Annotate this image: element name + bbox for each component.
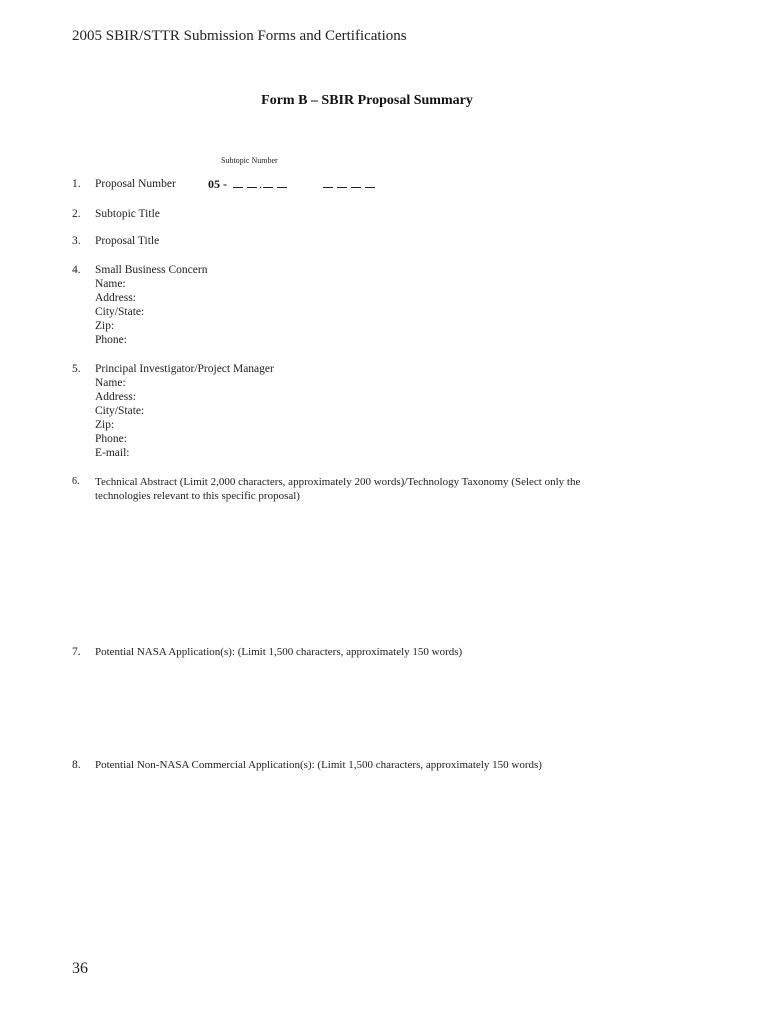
blank-slot [323,177,333,188]
blank-slot [247,177,257,188]
item-label: Proposal Title [95,235,160,247]
item-number: 7. [72,646,81,658]
field-name: Name: [95,278,126,290]
item-principal-investigator [72,362,274,460]
item-number: 6. [72,476,80,487]
running-header: 2005 SBIR/STTR Submission Forms and Certifications [72,28,407,44]
field-phone: Phone: [95,334,127,346]
blank-slot [277,177,287,188]
item-label: Principal Investigator/Project Manager [95,363,274,375]
item-proposal-title [72,234,159,248]
blank-slot [351,177,361,188]
item-technical-abstract [72,475,635,503]
item-number: 4. [72,264,81,276]
blank-slot [263,177,273,188]
item-label: Small Business Concern [95,264,208,276]
item-label: Subtopic Title [95,208,160,220]
blank-slot [337,177,347,188]
item-number: 5. [72,363,81,375]
item-label: Potential NASA Application(s): (Limit 1,500 characters, approximately 150 words) [95,646,463,658]
page-number: 36 [72,960,88,977]
field-city-state: City/State: [95,405,145,417]
blank-slot [233,177,243,188]
field-zip: Zip: [95,320,115,332]
item-nasa-applications [72,645,462,659]
field-email: E-mail: [95,447,130,459]
blank-slot [365,177,375,188]
proposal-number-field [208,177,379,192]
item-number: 2. [72,208,81,220]
item-label: Potential Non-NASA Commercial Application(s): (Limit 1,500 characters, approximately 150 words) [95,759,542,771]
item-label: Proposal Number [95,178,176,190]
item-non-nasa-commercial-applications [72,758,542,772]
field-name: Name: [95,377,126,389]
field-phone: Phone: [95,433,127,445]
field-city-state: City/State: [95,306,145,318]
separator-dot: . [259,177,262,191]
item-small-business-concern [72,263,207,347]
form-title: Form B – SBIR Proposal Summary [261,93,473,108]
item-label: Technical Abstract (Limit 2,000 characters, approximately 200 words)/Technology Taxonomy (Select only the technologies relevant to this specific proposal) [95,476,581,502]
subtopic-number-caption: Subtopic Number [221,156,278,165]
field-address: Address: [95,292,136,304]
item-number: 8. [72,759,81,771]
item-subtopic-title [72,207,160,221]
field-zip: Zip: [95,419,115,431]
item-number: 3. [72,235,81,247]
field-address: Address: [95,391,136,403]
proposal-code-prefix: 05 - [208,177,227,191]
item-number: 1. [72,178,81,190]
item-proposal-number [72,177,176,191]
